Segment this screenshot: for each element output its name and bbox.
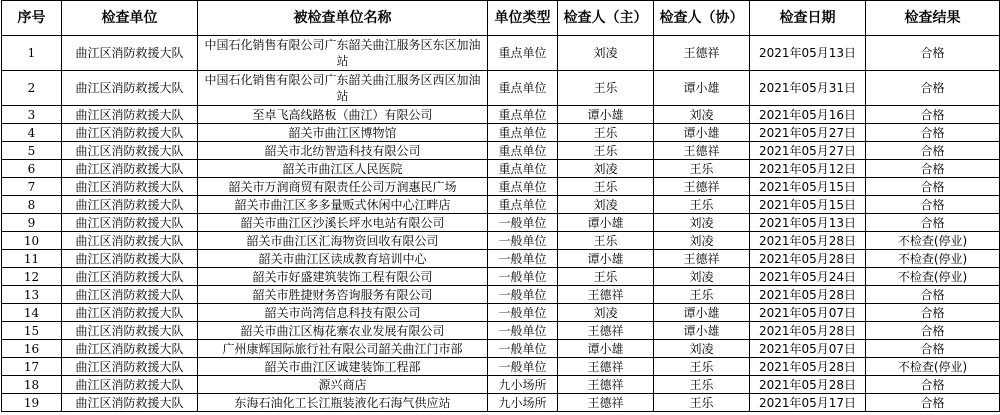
cell-inspector-assist: 谭小雄 xyxy=(654,304,750,322)
cell-inspector-assist: 王德祥 xyxy=(654,142,750,160)
cell-inspection-result: 合格 xyxy=(866,286,1000,304)
table-body xyxy=(2,36,1000,412)
cell-index: 16 xyxy=(2,340,62,358)
cell-unit-type: 一般单位 xyxy=(488,268,558,286)
cell-inspector-assist: 王乐 xyxy=(654,160,750,178)
cell-inspecting-unit: 曲江区消防救援大队 xyxy=(62,376,198,394)
cell-unit-type: 重点单位 xyxy=(488,160,558,178)
cell-index: 19 xyxy=(2,394,62,412)
cell-inspection-date: 2021年05月28日 xyxy=(750,250,866,268)
cell-inspected-unit-name: 韶关市北纺智造科技有限公司 xyxy=(198,142,488,160)
cell-unit-type: 一般单位 xyxy=(488,250,558,268)
cell-inspector-assist: 谭小雄 xyxy=(654,322,750,340)
cell-inspected-unit-name: 韶关市曲江区读成教育培训中心 xyxy=(198,250,488,268)
cell-inspector-assist: 王乐 xyxy=(654,358,750,376)
inspection-table xyxy=(1,0,1000,412)
cell-index: 7 xyxy=(2,178,62,196)
header-inspection-result: 检查结果 xyxy=(866,1,1000,36)
cell-inspector-assist: 王乐 xyxy=(654,196,750,214)
cell-inspecting-unit: 曲江区消防救援大队 xyxy=(62,232,198,250)
cell-inspection-date: 2021年05月12日 xyxy=(750,160,866,178)
table-row xyxy=(2,178,1000,196)
cell-index: 9 xyxy=(2,214,62,232)
cell-inspected-unit-name: 韶关市曲江区诚建装饰工程部 xyxy=(198,358,488,376)
cell-inspected-unit-name: 中国石化销售有限公司广东韶关曲江服务区东区加油站 xyxy=(198,36,488,71)
cell-index: 17 xyxy=(2,358,62,376)
table-row xyxy=(2,268,1000,286)
cell-inspector-main: 谭小雄 xyxy=(558,250,654,268)
cell-inspecting-unit: 曲江区消防救援大队 xyxy=(62,71,198,106)
cell-inspection-result: 不检查(停业) xyxy=(866,250,1000,268)
cell-inspector-main: 刘凌 xyxy=(558,36,654,71)
table-row xyxy=(2,142,1000,160)
cell-unit-type: 重点单位 xyxy=(488,36,558,71)
cell-inspected-unit-name: 源兴商店 xyxy=(198,376,488,394)
cell-inspection-date: 2021年05月15日 xyxy=(750,178,866,196)
cell-inspection-result: 合格 xyxy=(866,142,1000,160)
header-index: 序号 xyxy=(2,1,62,36)
table-row xyxy=(2,36,1000,71)
table-row xyxy=(2,160,1000,178)
cell-inspected-unit-name: 韶关市曲江区博物馆 xyxy=(198,124,488,142)
cell-inspection-date: 2021年05月28日 xyxy=(750,286,866,304)
table-row xyxy=(2,214,1000,232)
header-inspector-assist: 检查人（协） xyxy=(654,1,750,36)
table-header-row xyxy=(2,1,1000,36)
cell-inspection-result: 合格 xyxy=(866,160,1000,178)
cell-inspection-result: 合格 xyxy=(866,124,1000,142)
cell-inspector-main: 刘凌 xyxy=(558,196,654,214)
cell-inspector-assist: 刘凌 xyxy=(654,106,750,124)
cell-unit-type: 一般单位 xyxy=(488,358,558,376)
cell-index: 12 xyxy=(2,268,62,286)
cell-index: 13 xyxy=(2,286,62,304)
cell-inspection-result: 不检查(停业) xyxy=(866,358,1000,376)
cell-inspected-unit-name: 韶关市万润商贸有限责任公司万润惠民广场 xyxy=(198,178,488,196)
cell-inspected-unit-name: 韶关市好盛建筑装饰工程有限公司 xyxy=(198,268,488,286)
cell-inspector-assist: 王德祥 xyxy=(654,250,750,268)
cell-inspection-date: 2021年05月28日 xyxy=(750,322,866,340)
cell-inspection-date: 2021年05月15日 xyxy=(750,196,866,214)
cell-inspection-result: 合格 xyxy=(866,394,1000,412)
cell-inspector-assist: 谭小雄 xyxy=(654,124,750,142)
cell-inspection-result: 合格 xyxy=(866,71,1000,106)
cell-inspector-main: 王乐 xyxy=(558,71,654,106)
cell-inspector-main: 谭小雄 xyxy=(558,214,654,232)
cell-index: 6 xyxy=(2,160,62,178)
cell-inspecting-unit: 曲江区消防救援大队 xyxy=(62,142,198,160)
cell-inspecting-unit: 曲江区消防救援大队 xyxy=(62,250,198,268)
cell-inspector-assist: 王乐 xyxy=(654,394,750,412)
header-inspection-date: 检查日期 xyxy=(750,1,866,36)
cell-unit-type: 重点单位 xyxy=(488,142,558,160)
cell-inspected-unit-name: 韶关市胜捷财务咨询服务有限公司 xyxy=(198,286,488,304)
cell-unit-type: 一般单位 xyxy=(488,214,558,232)
cell-inspection-date: 2021年05月07日 xyxy=(750,340,866,358)
cell-inspecting-unit: 曲江区消防救援大队 xyxy=(62,268,198,286)
cell-inspected-unit-name: 广州康辉国际旅行社有限公司韶关曲江门市部 xyxy=(198,340,488,358)
cell-inspector-assist: 刘凌 xyxy=(654,268,750,286)
cell-unit-type: 重点单位 xyxy=(488,178,558,196)
cell-unit-type: 一般单位 xyxy=(488,322,558,340)
cell-inspected-unit-name: 东海石油化工长江瓶装液化石海气供应站 xyxy=(198,394,488,412)
table-row xyxy=(2,124,1000,142)
cell-inspector-assist: 刘凌 xyxy=(654,232,750,250)
cell-index: 15 xyxy=(2,322,62,340)
cell-inspected-unit-name: 韶关市曲江区人民医院 xyxy=(198,160,488,178)
cell-inspection-date: 2021年05月27日 xyxy=(750,142,866,160)
cell-inspecting-unit: 曲江区消防救援大队 xyxy=(62,394,198,412)
cell-inspection-date: 2021年05月13日 xyxy=(750,214,866,232)
cell-inspecting-unit: 曲江区消防救援大队 xyxy=(62,106,198,124)
cell-inspecting-unit: 曲江区消防救援大队 xyxy=(62,304,198,322)
table-row xyxy=(2,232,1000,250)
table-row xyxy=(2,71,1000,106)
cell-inspector-assist: 刘凌 xyxy=(654,340,750,358)
cell-unit-type: 一般单位 xyxy=(488,340,558,358)
cell-inspection-date: 2021年05月24日 xyxy=(750,268,866,286)
cell-unit-type: 重点单位 xyxy=(488,106,558,124)
cell-inspection-result: 合格 xyxy=(866,178,1000,196)
cell-index: 1 xyxy=(2,36,62,71)
cell-inspection-result: 不检查(停业) xyxy=(866,268,1000,286)
cell-inspecting-unit: 曲江区消防救援大队 xyxy=(62,178,198,196)
cell-unit-type: 重点单位 xyxy=(488,124,558,142)
cell-unit-type: 重点单位 xyxy=(488,71,558,106)
cell-inspected-unit-name: 至卓飞高线路板（曲江）有限公司 xyxy=(198,106,488,124)
cell-inspected-unit-name: 中国石化销售有限公司广东韶关曲江服务区西区加油站 xyxy=(198,71,488,106)
cell-index: 18 xyxy=(2,376,62,394)
table-row xyxy=(2,286,1000,304)
cell-unit-type: 一般单位 xyxy=(488,232,558,250)
table-row xyxy=(2,196,1000,214)
cell-inspected-unit-name: 韶关市曲江区梅花寨农业发展有限公司 xyxy=(198,322,488,340)
table-row xyxy=(2,340,1000,358)
cell-inspecting-unit: 曲江区消防救援大队 xyxy=(62,214,198,232)
cell-inspected-unit-name: 韶关市曲江区多多量贩式休闲中心江畔店 xyxy=(198,196,488,214)
cell-index: 10 xyxy=(2,232,62,250)
cell-inspection-date: 2021年05月17日 xyxy=(750,394,866,412)
cell-inspection-date: 2021年05月13日 xyxy=(750,36,866,71)
cell-inspection-result: 合格 xyxy=(866,196,1000,214)
table-row xyxy=(2,106,1000,124)
cell-inspecting-unit: 曲江区消防救援大队 xyxy=(62,322,198,340)
cell-inspector-main: 王乐 xyxy=(558,268,654,286)
cell-inspector-main: 王德祥 xyxy=(558,394,654,412)
cell-inspection-result: 合格 xyxy=(866,214,1000,232)
cell-inspection-date: 2021年05月31日 xyxy=(750,71,866,106)
cell-unit-type: 一般单位 xyxy=(488,286,558,304)
cell-index: 2 xyxy=(2,71,62,106)
cell-unit-type: 九小场所 xyxy=(488,394,558,412)
cell-inspecting-unit: 曲江区消防救援大队 xyxy=(62,340,198,358)
cell-unit-type: 九小场所 xyxy=(488,376,558,394)
table-row xyxy=(2,394,1000,412)
cell-inspection-date: 2021年05月28日 xyxy=(750,376,866,394)
cell-index: 4 xyxy=(2,124,62,142)
table-row xyxy=(2,250,1000,268)
cell-inspector-main: 王德祥 xyxy=(558,376,654,394)
table-row xyxy=(2,358,1000,376)
cell-inspection-date: 2021年05月27日 xyxy=(750,124,866,142)
cell-inspection-result: 合格 xyxy=(866,322,1000,340)
cell-inspector-main: 王德祥 xyxy=(558,358,654,376)
table-row xyxy=(2,322,1000,340)
cell-inspector-main: 刘凌 xyxy=(558,160,654,178)
cell-inspector-assist: 王乐 xyxy=(654,286,750,304)
cell-inspector-main: 王乐 xyxy=(558,178,654,196)
cell-inspection-result: 合格 xyxy=(866,376,1000,394)
cell-index: 14 xyxy=(2,304,62,322)
cell-inspecting-unit: 曲江区消防救援大队 xyxy=(62,358,198,376)
cell-inspector-main: 王乐 xyxy=(558,124,654,142)
cell-inspection-result: 合格 xyxy=(866,36,1000,71)
header-inspecting-unit: 检查单位 xyxy=(62,1,198,36)
header-unit-type: 单位类型 xyxy=(488,1,558,36)
cell-index: 11 xyxy=(2,250,62,268)
cell-index: 8 xyxy=(2,196,62,214)
cell-index: 5 xyxy=(2,142,62,160)
cell-inspector-main: 王乐 xyxy=(558,142,654,160)
cell-inspector-assist: 王乐 xyxy=(654,376,750,394)
cell-inspected-unit-name: 韶关市曲江区汇海物资回收有限公司 xyxy=(198,232,488,250)
cell-inspected-unit-name: 韶关市尚湾信息科技有限公司 xyxy=(198,304,488,322)
cell-inspector-assist: 王德祥 xyxy=(654,178,750,196)
header-inspected-unit-name: 被检查单位名称 xyxy=(198,1,488,36)
cell-inspection-result: 合格 xyxy=(866,340,1000,358)
cell-inspected-unit-name: 韶关市曲江区沙溪长坪水电站有限公司 xyxy=(198,214,488,232)
cell-inspector-main: 刘凌 xyxy=(558,304,654,322)
cell-inspector-assist: 王德祥 xyxy=(654,36,750,71)
cell-index: 3 xyxy=(2,106,62,124)
cell-inspection-date: 2021年05月28日 xyxy=(750,232,866,250)
cell-unit-type: 重点单位 xyxy=(488,196,558,214)
cell-unit-type: 一般单位 xyxy=(488,304,558,322)
cell-inspector-assist: 刘凌 xyxy=(654,214,750,232)
table-row xyxy=(2,376,1000,394)
cell-inspector-main: 谭小雄 xyxy=(558,340,654,358)
cell-inspecting-unit: 曲江区消防救援大队 xyxy=(62,286,198,304)
cell-inspector-assist: 谭小雄 xyxy=(654,71,750,106)
cell-inspection-date: 2021年05月16日 xyxy=(750,106,866,124)
cell-inspector-main: 谭小雄 xyxy=(558,106,654,124)
cell-inspection-result: 合格 xyxy=(866,106,1000,124)
cell-inspection-result: 合格 xyxy=(866,304,1000,322)
cell-inspecting-unit: 曲江区消防救援大队 xyxy=(62,36,198,71)
cell-inspection-date: 2021年05月28日 xyxy=(750,358,866,376)
cell-inspector-main: 王德祥 xyxy=(558,322,654,340)
cell-inspecting-unit: 曲江区消防救援大队 xyxy=(62,196,198,214)
cell-inspection-result: 不检查(停业) xyxy=(866,232,1000,250)
cell-inspector-main: 王乐 xyxy=(558,232,654,250)
cell-inspecting-unit: 曲江区消防救援大队 xyxy=(62,160,198,178)
cell-inspecting-unit: 曲江区消防救援大队 xyxy=(62,124,198,142)
table-row xyxy=(2,304,1000,322)
header-inspector-main: 检查人（主） xyxy=(558,1,654,36)
cell-inspector-main: 王德祥 xyxy=(558,286,654,304)
cell-inspection-date: 2021年05月07日 xyxy=(750,304,866,322)
